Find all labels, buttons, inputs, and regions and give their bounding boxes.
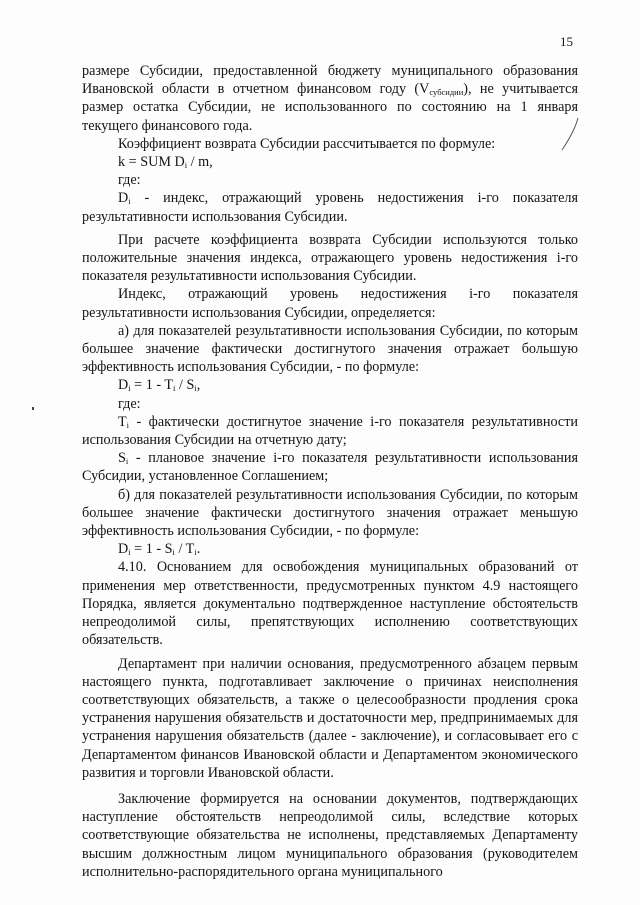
paragraph-16 xyxy=(82,655,578,782)
text-segment: 4.10. Основанием для освобождения муниципальных образований от применения мер ответственности, предусмотренных пунктом 4.9 настоящего Порядка, является документально подтвержденное наступление обстоятельств непреодолимой силы, препятствующих исполнению соответствующих обязательств. xyxy=(82,559,578,649)
paragraph-17 xyxy=(82,790,578,881)
text-segment: где: xyxy=(118,395,141,412)
text-segment: = 1 - T xyxy=(130,377,174,394)
text-segment: D xyxy=(118,377,129,394)
text-segment: размере Субсидии, предоставленной бюджету муниципального образования Ивановской области в отчетном финансовом году (V xyxy=(82,63,578,98)
text-segment: - плановое значение i-го показателя результативности использования Субсидии, установленное Соглашением; xyxy=(82,450,578,485)
text-segment: - фактически достигнутое значение i-го показателя результативности использования Субсидии на отчетную дату; xyxy=(82,413,578,449)
text-segment: / m, xyxy=(187,154,213,171)
subscript: i xyxy=(125,456,129,467)
text-segment: , xyxy=(196,377,201,394)
subscript: i xyxy=(173,383,176,394)
paragraph-5 xyxy=(82,189,578,225)
subscript: субсидии xyxy=(429,87,464,98)
subscript: i xyxy=(126,419,130,430)
text-segment: а) для показателей результативности использования Субсидии, по которым большее значение фактически достигнутого значения отражает большую эффективность использования Субсидии, - по формуле: xyxy=(82,322,578,376)
text-segment: / S xyxy=(175,377,195,394)
text-segment: / T xyxy=(174,541,195,558)
text-segment: При расчете коэффициента возврата Субсидии используются только положительные значения индекса, отражающего уровень недостижения i-го показателя результативности использования Субсидии. xyxy=(82,231,578,285)
paragraph-14 xyxy=(82,540,578,558)
subscript: i xyxy=(194,547,197,558)
subscript: i xyxy=(194,383,197,394)
paragraph-7 xyxy=(82,285,578,321)
text-segment: где: xyxy=(118,172,141,189)
paragraph-2 xyxy=(82,135,578,153)
text-segment: б) для показателей результативности использования Субсидии, по которым большее значение фактически достигнутого значения отражает меньшую эффективность использования Субсидии, - по формуле: xyxy=(82,486,578,540)
paragraph-12 xyxy=(82,449,578,485)
text-segment: D xyxy=(118,541,129,558)
subscript: i xyxy=(184,160,188,171)
text-segment: D xyxy=(118,190,129,207)
text-segment: . xyxy=(196,541,201,558)
paragraph-11 xyxy=(82,413,578,449)
subscript: i xyxy=(128,196,131,207)
paragraph-3 xyxy=(82,153,578,171)
subscript: i xyxy=(128,547,131,558)
text-segment: = 1 - S xyxy=(130,541,173,558)
paragraph-8 xyxy=(82,322,578,377)
text-segment: T xyxy=(118,413,127,430)
text-segment: Департамент при наличии основания, предусмотренного абзацем первым настоящего пункта, подготавливает заключение о причинах неисполнения соответствующих обязательств, а также о целесообразности продления срока устранения нарушения обязательств и достаточности мер, предпринимаемых для устранения нарушения обязательств (далее - заключение), и согласовывает его с Департаментом финансов Ивановской области и Департаментом экономического развития и торговли Ивановской области. xyxy=(82,655,578,781)
page-number: 15 xyxy=(560,34,573,49)
text-segment: S xyxy=(118,450,126,467)
subscript: i xyxy=(172,547,175,558)
text-segment: k = SUM D xyxy=(118,154,185,171)
paragraph-6 xyxy=(82,231,578,286)
text-segment: - индекс, отражающий уровень недостижения i-го показателя результативности использования Субсидии. xyxy=(82,190,578,225)
paragraph-1 xyxy=(82,62,578,135)
document-body xyxy=(82,62,578,881)
text-segment: Заключение формируется на основании документов, подтверждающих наступление обстоятельств непреодолимой силы, вследствие которых соответствующие обязательства не исполнены, представляемых Департаменту высшим должностным лицом муниципального образования (руководителем исполнительно-распорядительного органа муниципального xyxy=(82,790,578,880)
paragraph-9 xyxy=(82,376,578,394)
subscript: i xyxy=(128,383,131,394)
paragraph-4 xyxy=(82,171,578,189)
text-segment: ), не учитывается размер остатка Субсидии, не использованного по состоянию на 1 января текущего финансового года. xyxy=(82,81,578,134)
paragraph-10 xyxy=(82,395,578,413)
text-segment: Коэффициент возврата Субсидии рассчитывается по формуле: xyxy=(118,135,496,152)
text-segment: Индекс, отражающий уровень недостижения i-го показателя результативности использования Субсидии, определяется: xyxy=(82,286,578,321)
paragraph-15 xyxy=(82,558,578,649)
paragraph-13 xyxy=(82,486,578,541)
scan-speck xyxy=(32,407,34,410)
